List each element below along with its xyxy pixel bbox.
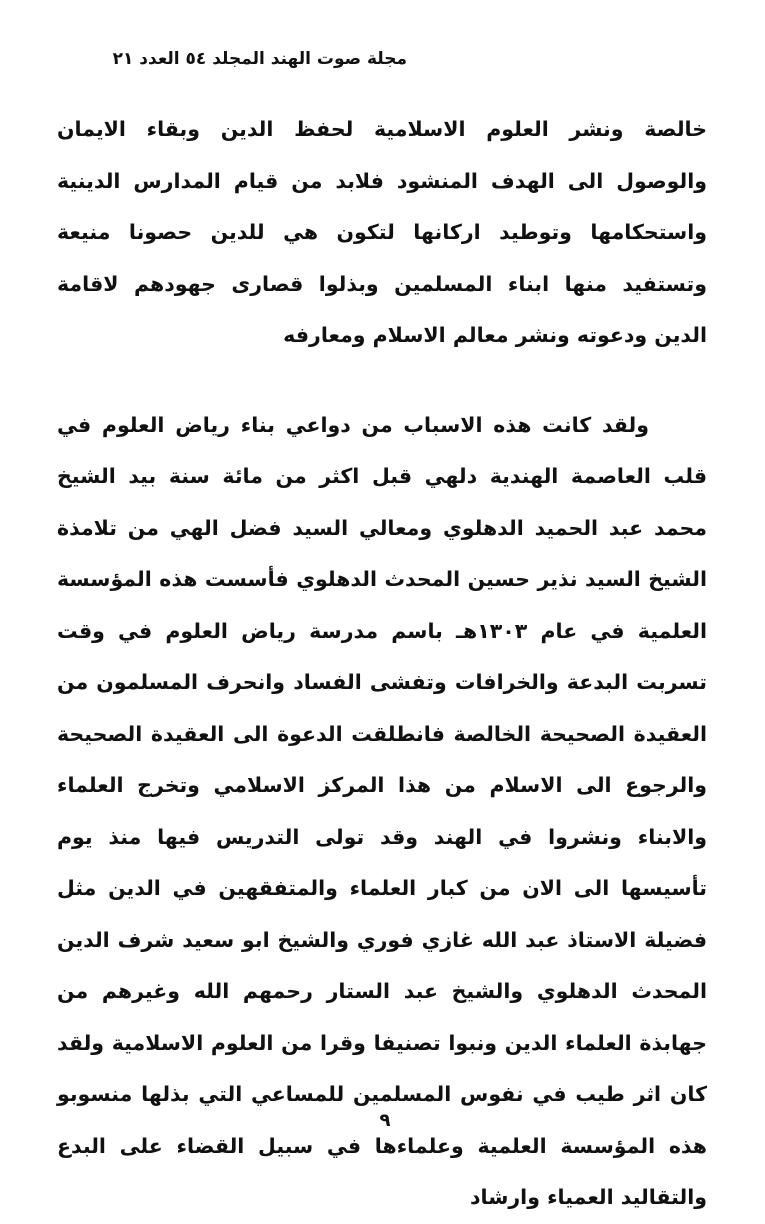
body-text — [57, 104, 707, 1224]
paragraph-1: خالصة ونشر العلوم الاسلامية لحفظ الدين وبقاء الايمان والوصول الى الهدف المنشود فلابد من قيام المدارس الدينية واستحكامها وتوطيد اركانها لتكون هي للدين حصونا منيعة وتستفيد منها ابناء المسلمين وبذلوا قصارى جهودهم لاقامة الدين ودعوته ونشر معالم الاسلام ومعارفه — [57, 117, 707, 347]
running-header: مجلة صوت الهند المجلد ٥٤ العدد ٢١ — [112, 49, 407, 69]
page-number: ٩ — [379, 1110, 391, 1131]
paragraph-2: ولقد كانت هذه الاسباب من دواعي بناء رياض العلوم في قلب العاصمة الهندية دلهي قبل اكثر من مائة سنة بيد الشيخ محمد عبد الحميد الدهلوي ومعالي السيد فضل الهي من تلامذة الشيخ السيد نذير حسين المحدث الدهلوي فأسست هذه المؤسسة العلمية في عام ١٣٠٣هـ باسم مدرسة رياض العلوم في وقت تسربت البدعة والخرافات وتفشى الفساد وانحرف المسلمون من العقيدة الصحيحة الخالصة فانطلقت الدعوة الى العقيدة الصحيحة والرجوع الى الاسلام من هذا المركز الاسلامي وتخرج العلماء والابناء ونشروا في الهند وقد تولى التدريس فيها منذ يوم تأسيسها الى الان من كبار العلماء والمتفقهين في الدين مثل فضيلة الاستاذ عبد الله غازي فوري والشيخ ابو سعيد شرف الدين المحدث الدهلوي والشيخ عبد الستار رحمهم الله وغيرهم من جهابذة العلماء الدين ونبوا تصنيفا وقرا من العلوم الاسلامية ولقد كان اثر طيب في نفوس المسلمين للمساعي التي بذلها منسوبو هذه المؤسسة العلمية وعلماءها في سبيل القضاء على البدع والتقاليد العمياء وارشاد — [57, 412, 707, 1209]
